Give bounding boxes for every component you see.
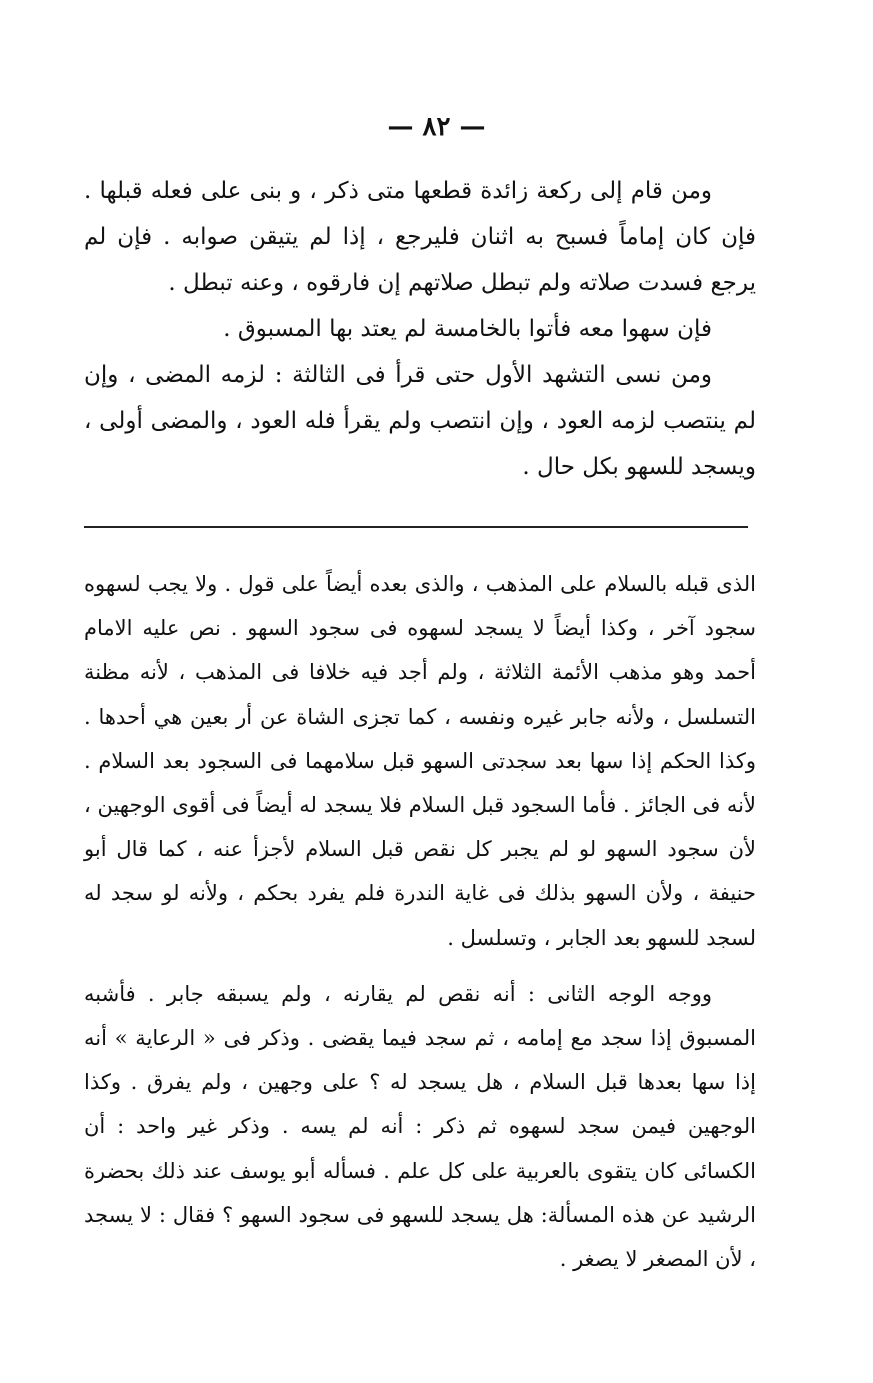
main-text — [84, 168, 756, 490]
footnote-paragraph: ووجه الوجه الثانى : أنه نقص لم يقارنه ، ولم يسبقه جابر . فأشبه المسبوق إذا سجد مع إمامه ، ثم سجد فيما يقضى . وذكر فى « الرعاية » أنه إذا سها بعدها قبل السلام ، هل يسجد له ؟ على وجهين ، ولم يفرق . وكذا الوجهين فيمن سجد لسهوه ثم ذكر : أنه لم يسه . وذكر غير واحد : أن الكسائى كان يتقوى بالعربية على كل علم . فسأله أبو يوسف عند ذلك بحضرة الرشيد عن هذه المسألة: هل يسجد للسهو فى سجود السهو ؟ فقال : لا يسجد ، لأن المصغر لا يصغر . — [84, 981, 756, 1272]
footnote-text — [84, 562, 756, 1281]
footnote-paragraph: الذى قبله بالسلام على المذهب ، والذى بعده أيضاً على قول . ولا يجب لسهوه سجود آخر ، وكذا أيضاً لا يسجد لسهوه فى سجود السهو . نص عليه الامام أحمد وهو مذهب الأئمة الثلاثة ، ولم أجد فيه خلافا فى المذهب ، لأنه مظنة التسلسل ، ولأنه جابر غيره ونفسه ، كما تجزى الشاة عن أر بعين هي أحدها . وكذا الحكم إذا سها بعد سجدتى السهو قبل سلامهما فى السجود بعد السلام . لأنه فى الجائز . فأما السجود قبل السلام فلا يسجد له أيضاً فى أقوى الوجهين ، لأن سجود السهو لو لم يجبر كل نقص قبل السلام لأجزأ عنه ، كما قال أبو حنيفة ، ولأن السهو بذلك فى غاية الندرة فلم يفرد بحكم ، ولأنه لو سجد له لسجد للسهو بعد الجابر ، وتسلسل . — [84, 572, 756, 950]
footnote-divider — [84, 526, 748, 528]
main-paragraph: ومن نسى التشهد الأول حتى قرأ فى الثالثة : لزمه المضى ، وإن لم ينتصب لزمه العود ، وإن انتصب ولم يقرأ فله العود ، والمضى أولى ، ويسجد للسهو بكل حال . — [84, 362, 756, 480]
page-number: — ٨٢ — — [387, 112, 486, 142]
main-paragraph: ومن قام إلى ركعة زائدة قطعها متى ذكر ، و بنى على فعله قبلها . فإن كان إماماً فسبح به اثنان فليرجع ، إذا لم يتيقن صوابه . فإن لم يرجع فسدت صلاته ولم تبطل صلاتهم إن فارقوه ، وعنه تبطل . — [84, 178, 756, 296]
main-paragraph: فإن سهوا معه فأتوا بالخامسة لم يعتد بها المسبوق . — [223, 316, 712, 342]
